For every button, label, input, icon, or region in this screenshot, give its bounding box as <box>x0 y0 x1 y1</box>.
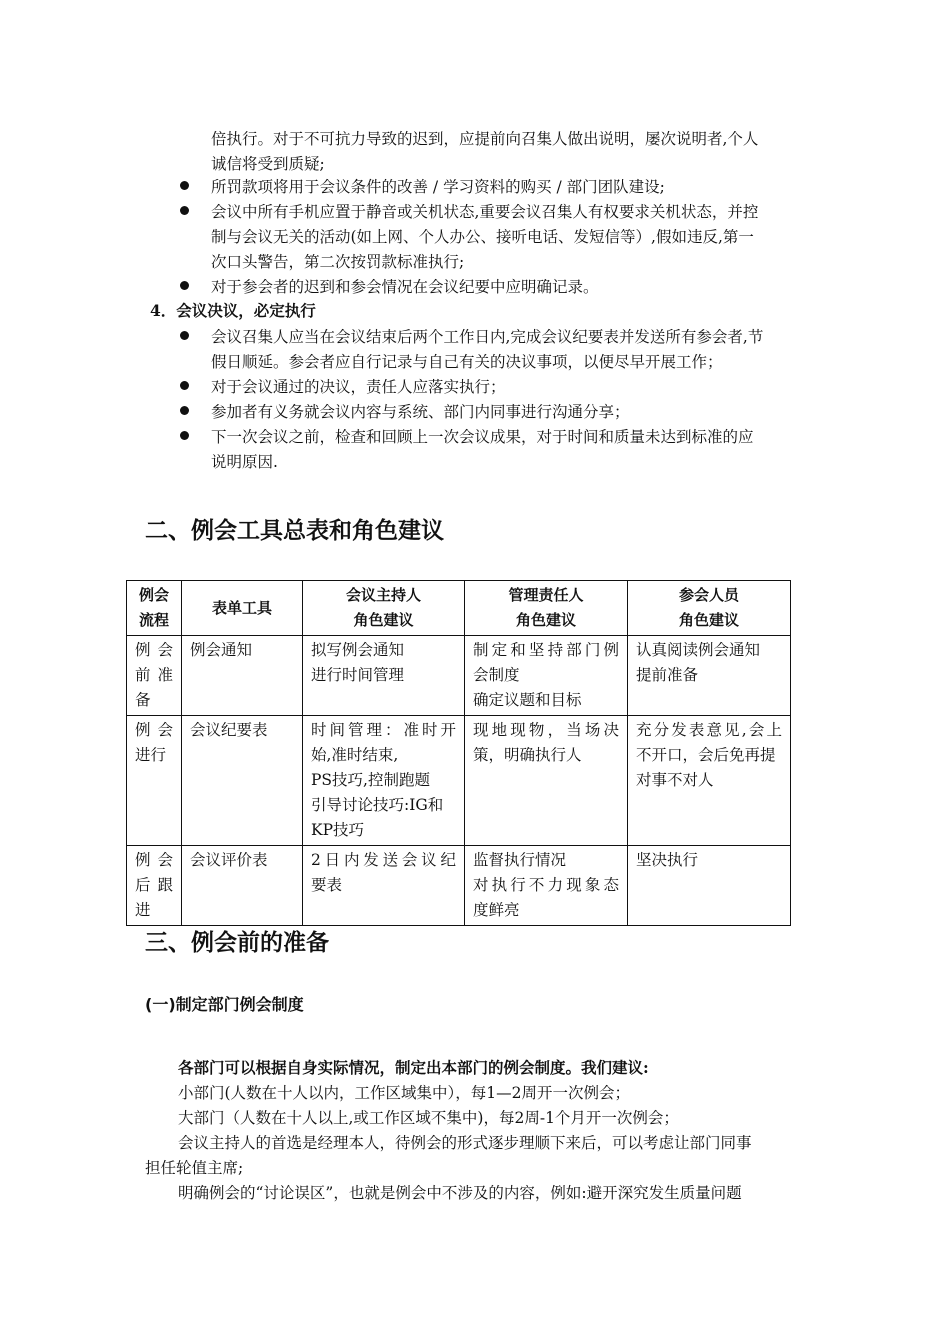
row1-host-line: 进行时间管理 <box>311 666 405 684</box>
continued-text-line-1: 倍执行。对于不可抗力导致的迟到，应提前向召集人做出说明，屡次说明者,个人 <box>211 130 759 148</box>
row3-attendee-line: 坚决执行 <box>636 851 699 869</box>
row3-stage-line: 后跟 <box>135 876 173 894</box>
row1-attendee-line: 认真阅读例会通知 <box>636 641 761 659</box>
s4-bullet-2: 对于会议通过的决议，责任人应落实执行； <box>211 378 506 396</box>
continued-text-line-2: 诚信将受到质疑; <box>211 155 325 173</box>
row2-host <box>303 716 465 846</box>
row2-stage-line: 例会 <box>135 721 173 739</box>
row3-attendee <box>628 846 791 926</box>
header-attendee <box>628 581 791 636</box>
section4-heading: 4．会议决议，必定执行 <box>150 301 316 320</box>
row2-attendee-line: 不开口，会后免再提 <box>636 746 776 764</box>
row1-attendee-line: 提前准备 <box>636 666 699 684</box>
row1-manager <box>465 636 628 716</box>
row2-stage-line: 进行 <box>135 746 167 764</box>
bullet-icon <box>180 281 189 290</box>
header-stage-line-2: 流程 <box>138 611 169 629</box>
row2-host-line: KP技巧 <box>311 821 365 839</box>
s4-bullet-4-line-2: 说明原因. <box>211 453 278 471</box>
rule-bullet-2-line-3: 次口头警告，第二次按罚款标准执行; <box>211 253 465 271</box>
row2-stage <box>127 716 182 846</box>
header-stage <box>127 581 182 636</box>
subsection1-title: (一)制定部门例会制度 <box>145 995 304 1014</box>
table-row <box>127 636 791 716</box>
table-row <box>127 716 791 846</box>
intro-paragraph: 各部门可以根据自身实际情况，制定出本部门的例会制度。我们建议: <box>178 1058 649 1077</box>
row3-manager <box>465 846 628 926</box>
row2-host-line: 始,准时结束, <box>311 746 399 764</box>
row3-stage-line: 进 <box>135 901 151 919</box>
s4-bullet-1-line-2: 假日顺延。参会者应自行记录与自己有关的决议事项，以便尽早开展工作； <box>211 353 723 371</box>
rule-bullet-2-line-1: 会议中所有手机应置于静音或关机状态,重要会议召集人有权要求关机状态，并控 <box>211 203 759 221</box>
row3-host-line: 要表 <box>311 876 343 894</box>
header-host-line-2: 角色建议 <box>353 611 414 629</box>
bullet-icon <box>180 181 189 190</box>
bullet-icon <box>180 206 189 215</box>
row2-attendee-line: 充分发表意见,会上 <box>636 721 782 739</box>
header-tool <box>182 581 303 636</box>
small-dept-paragraph: 小部门(人数在十人以内，工作区域集中），每1—2周开一次例会； <box>178 1084 631 1102</box>
row3-manager-line: 对执行不力现象态 <box>473 876 619 894</box>
host-choice-line-1: 会议主持人的首选是经理本人，待例会的形式逐步理顺下来后，可以考虑让部门同事 <box>178 1134 752 1152</box>
row1-manager-line: 制定和坚持部门例 <box>473 641 619 659</box>
bullet-icon <box>180 381 189 390</box>
rule-bullet-2-line-2: 制与会议无关的活动(如上网、个人办公、接听电话、发短信等）,假如违反,第一 <box>211 228 754 246</box>
s4-bullet-1-line-1: 会议召集人应当在会议结束后两个工作日内,完成会议纪要表并发送所有参会者,节 <box>211 328 764 346</box>
row1-host-line: 拟写例会通知 <box>311 641 405 659</box>
row3-stage-line: 例会 <box>135 851 173 869</box>
row1-attendee <box>628 636 791 716</box>
row3-host <box>303 846 465 926</box>
row2-host-line: 引导讨论技巧:IG和 <box>311 796 444 814</box>
row1-manager-line: 确定议题和目标 <box>473 691 582 709</box>
row3-manager-line: 监督执行情况 <box>473 851 567 869</box>
row3-stage <box>127 846 182 926</box>
header-host-line-1: 会议主持人 <box>345 586 421 604</box>
row2-manager <box>465 716 628 846</box>
table-row <box>127 846 791 926</box>
header-attendee-line-1: 参会人员 <box>678 586 739 604</box>
row2-attendee-line: 对事不对人 <box>636 771 714 789</box>
big-dept-paragraph: 大部门（人数在十人以上,或工作区域不集中)，每2周-1个月开一次例会； <box>178 1109 679 1127</box>
header-attendee-line-2: 角色建议 <box>678 611 739 629</box>
section3-title: 三、例会前的准备 <box>145 930 329 956</box>
s4-bullet-3: 参加者有义务就会议内容与系统、部门内同事进行沟通分享； <box>211 403 630 421</box>
bullet-icon <box>180 331 189 340</box>
row1-host <box>303 636 465 716</box>
row3-tool-line: 会议评价表 <box>190 851 268 869</box>
row2-host-line: PS技巧,控制跑题 <box>311 771 430 789</box>
rule-bullet-3: 对于参会者的迟到和参会情况在会议纪要中应明确记录。 <box>211 278 599 296</box>
header-tool-line-1: 表单工具 <box>211 598 272 617</box>
s4-bullet-4-line-1: 下一次会议之前，检查和回顾上一次会议成果，对于时间和质量未达到标准的应 <box>211 428 754 446</box>
rule-bullet-1: 所罚款项将用于会议条件的改善 / 学习资料的购买 / 部门团队建设; <box>211 178 665 196</box>
meeting-tools-table <box>126 580 791 926</box>
table-header-row <box>127 581 791 636</box>
section2-title: 二、例会工具总表和角色建议 <box>145 518 444 544</box>
row2-tool <box>182 716 303 846</box>
row1-tool-line: 例会通知 <box>190 641 253 659</box>
header-host <box>303 581 465 636</box>
row3-manager-line: 度鲜亮 <box>473 901 520 919</box>
row3-host-line: 2日内发送会议纪 <box>311 851 456 869</box>
row1-stage-line: 例会 <box>135 641 173 659</box>
row1-tool <box>182 636 303 716</box>
row1-stage-line: 备 <box>135 691 151 709</box>
host-choice-line-2: 担任轮值主席; <box>145 1159 244 1177</box>
row1-stage <box>127 636 182 716</box>
row2-attendee <box>628 716 791 846</box>
row1-manager-line: 会制度 <box>473 666 520 684</box>
row1-stage-line: 前准 <box>135 666 173 684</box>
header-stage-line-1: 例会 <box>138 586 169 604</box>
bullet-icon <box>180 431 189 440</box>
row3-tool <box>182 846 303 926</box>
row2-manager-line: 策，明确执行人 <box>473 746 582 764</box>
bullet-icon <box>180 406 189 415</box>
header-manager-line-2: 角色建议 <box>515 611 576 629</box>
row2-manager-line: 现地现物，当场决 <box>473 721 619 739</box>
row2-host-line: 时间管理：准时开 <box>311 721 456 739</box>
avoid-zone-paragraph: 明确例会的“讨论误区”，也就是例会中不涉及的内容，例如:避开深究发生质量问题 <box>178 1184 742 1202</box>
header-manager-line-1: 管理责任人 <box>508 586 584 604</box>
header-manager <box>465 581 628 636</box>
row2-tool-line: 会议纪要表 <box>190 721 268 739</box>
